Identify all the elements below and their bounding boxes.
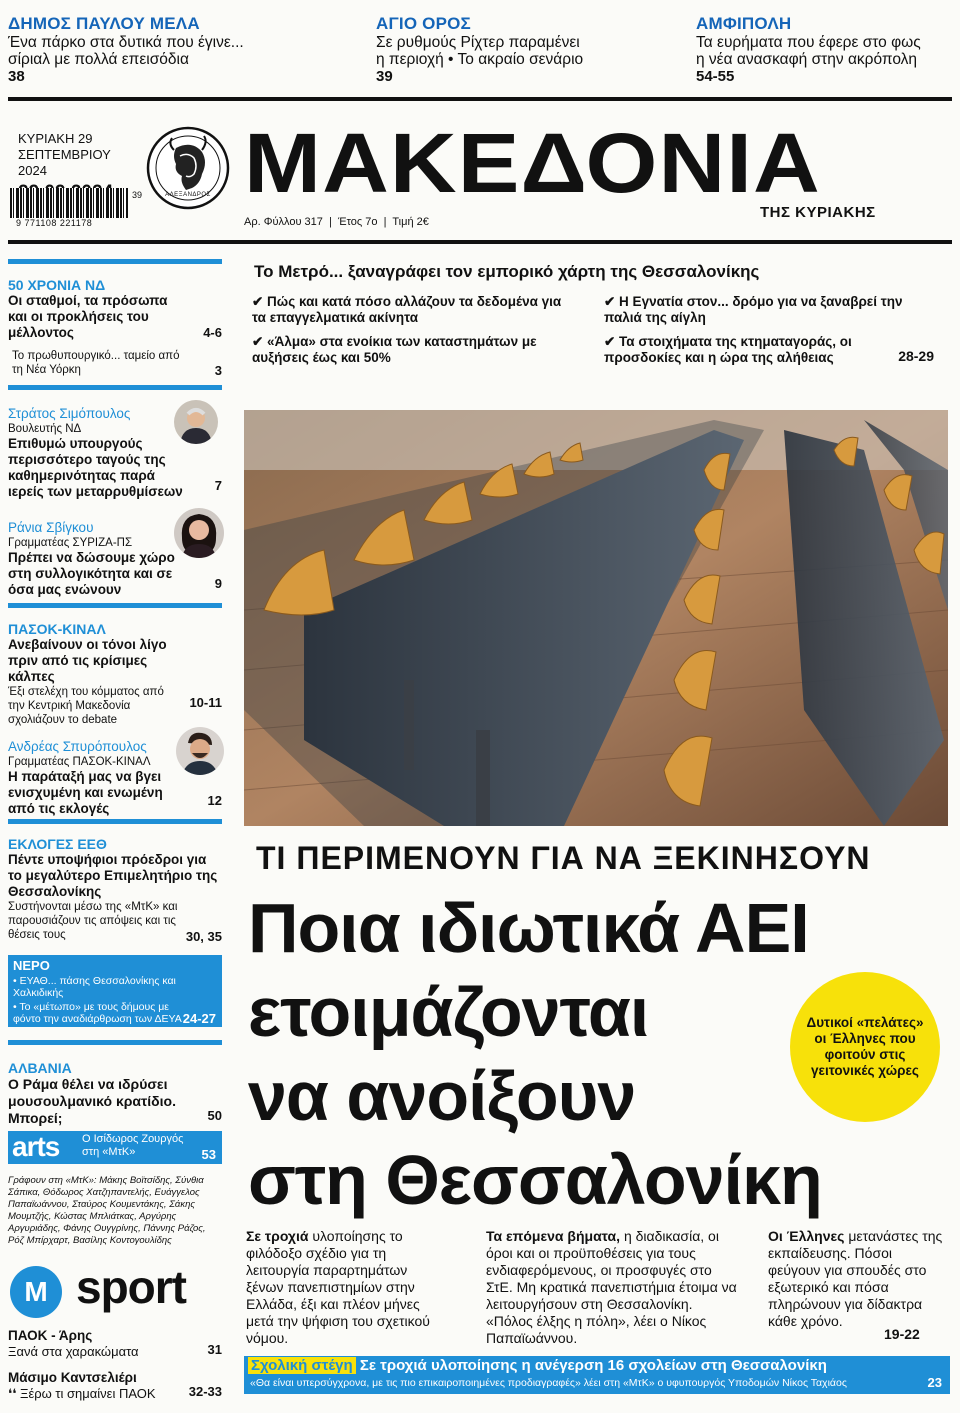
col3-lead: Οι Έλληνες [768,1228,845,1244]
sidebar-circle[interactable] [790,972,940,1122]
metro-headline: Το Μετρό... ξαναγράφει τον εμπορικό χάρτη της Θεσσαλονίκης [254,262,760,281]
pasok-sub: Έξι στελέχη του κόμματος από την Κεντρική Μακεδονία σχολιάζουν το debate [8,686,164,726]
bottom-headline: Σε τροχιά υλοποίησης η ανέγερση 16 σχολείων στη Θεσσαλονίκη [359,1357,827,1374]
sidebar-sport[interactable] [8,1262,224,1322]
sport-title: sport [76,1261,186,1313]
headline-line: ετοιμάζονται [248,973,649,1051]
lead-page: 19-22 [884,1326,920,1342]
metro-page: 28-29 [898,348,934,364]
nd-text: Οι σταθμοί, τα πρόσωπα και οι προκλήσεις του μέλλοντος [8,293,168,340]
top-divider [8,97,952,101]
arts-text: Ο Ισίδωρος Ζουργός στη «ΜτΚ» [82,1133,184,1158]
lead-kicker: ΤΙ ΠΕΡΙΜΕΝΟΥΝ ΓΙΑ ΝΑ ΞΕΚΙΝΗΣΟΥΝ [256,840,871,876]
teaser-line: η νέα ανασκαφή στην ακρόπολη [696,51,918,68]
pasok-heading: ΠΑΣΟΚ-ΚΙΝΑΛ [8,621,106,637]
lead-column-3[interactable] [768,1228,944,1330]
sport-badge [10,1266,62,1318]
lead-column-2[interactable] [486,1228,738,1347]
simopoulos-quote: Επιθυμώ υπουργούς περισσότερο ταγούς της καθημερινότητας παρά ιερείς των μεταρρυθμίσεων [8,436,183,499]
nero-heading: ΝΕΡΟ [13,958,50,973]
masthead-title: ΜΑΚΕΔΟΝΙΑ [244,116,821,210]
bottom-page: 23 [927,1375,942,1390]
spyropoulos-quote: Η παράταξή μας να βγει ενισχυμένη και ενωμένη από τις εκλογές [8,769,163,816]
teaser-line: η περιοχή • Το ακραίο σενάριο [376,51,584,68]
col1-text: υλοποίησης το φιλόδοξο σχέδιο για τη λειτουργία παραρτημάτων ξένων πανεπιστημίων στην Ελλάδα, έξι και πλέον μήνες μετά την ψήφιση του σχετικού νόμου. [246,1228,430,1346]
metro-bullet: ✔ Πώς και κατά πόσο αλλάζουν τα δεδομένα για τα επαγγελματικά ακίνητα [252,294,562,325]
sport-item-text: Ξέρω τι σημαίνει ΠΑΟΚ [20,1386,156,1401]
sport-item-page: 31 [207,1342,222,1357]
headline-line: στη Θεσσαλονίκη [248,1141,822,1219]
simopoulos-role: Βουλευτής ΝΔ [8,423,82,435]
svigkou-name: Ράνια Σβίγκου [8,520,94,535]
date-month: ΣΕΠΤΕΜΒΡΙΟΥ 2024 [18,147,111,178]
barcode-issue: 39 [132,190,143,200]
sport-item-text: Ξανά στα χαρακώματα [8,1344,139,1359]
simopoulos-page: 7 [214,478,222,493]
masthead-divider [8,240,952,244]
masthead-subtitle: ΤΗΣ ΚΥΡΙΑΚΗΣ [760,204,876,221]
headline-line: να ανοίξουν [248,1057,636,1135]
quote-icon: ❛❛ [8,1386,20,1401]
teaser-line: Ένα πάρκο στα δυτικά που έγινε... [8,34,244,51]
simopoulos-name: Στράτος Σιμόπουλος [8,406,131,421]
section-rule [8,819,222,824]
metro-story[interactable] [244,258,948,388]
teaser-heading: ΑΜΦΙΠΟΛΗ [696,14,792,33]
col3-text: μετανάστες της εκπαίδευσης. Πόσοι φεύγουν για σπουδές στο εξωτερικό και πόσα πληρώνουν για δίδακτρα κάθε χρόνο. [768,1228,943,1329]
arts-page: 53 [201,1147,216,1162]
svigkou-role: Γραμματέας ΣΥΡΙΖΑ-ΠΣ [8,537,133,549]
nd-sub: Το πρωθυπουργικό... ταμείο από τη Νέα Υόρκη [12,350,180,376]
headline-line: Ποια ιδιωτικά ΑΕΙ [248,889,809,967]
nero-page: 24-27 [182,1011,216,1026]
bottom-story[interactable] [244,1356,950,1394]
sport-item-title: ΠΑΟΚ - Άρης [8,1328,93,1343]
nero-line1: • ΕΥΑΘ... πάσης Θεσσαλονίκης και Χαλκιδικής [13,975,176,999]
barcode-number: 9 771108 221178 [16,218,93,228]
sidebar-nero[interactable] [8,955,222,1027]
nd-sub-page: 3 [214,363,222,378]
metro-bullet: ✔ Η Εγνατία στον... δρόμο για να ξαναβρεί την παλιά της αίγλη [604,294,903,325]
col2-text: η διαδικασία, οι όροι και οι προϋποθέσεις για τους ενδιαφερόμενους, οι προσφυγές στο ΣτΕ. Μη κρατικά πανεπιστήμια έτοιμα να λειτουργήσουν στη Θεσσαλονίκη. «Πόλος έλξης η πόλη», λέει ο Νίκος Παπαϊωάννου. [486,1228,737,1346]
barcode [8,188,148,228]
sport-item-2[interactable] [8,1370,222,1404]
eeth-text: Πέντε υποψήφιοι πρόεδροι για το μεγαλύτερο Επιμελητήριο της Θεσσαλονίκης [8,852,218,899]
spyropoulos-role: Γραμματέας ΠΑΣΟΚ-ΚΙΝΑΛ [8,756,151,768]
logo-text: ΑΛΕΞΑΝΔΡΟΣ [165,192,211,198]
sidebar-spyropoulos[interactable] [8,739,222,816]
eeth-heading: ΕΚΛΟΓΕΣ ΕΕΘ [8,836,107,852]
teaser-page: 38 [8,68,25,85]
circle-text: Δυτικοί «πελάτες» οι Έλληνες που φοιτούν στις γειτονικές χώρες [806,1015,924,1078]
eeth-sub: Συστήνονται μέσω της «ΜτΚ» και παρουσιάζουν τις απόψεις και τις θέσεις τους [8,901,178,941]
teaser-page: 54-55 [696,68,735,85]
pasok-text: Ανεβαίνουν οι τόνοι λίγο πριν από τις κρίσιμες κάλπες [8,637,167,684]
teaser-line: σίριαλ με πολλά επεισόδια [8,51,189,68]
spyropoulos-page: 12 [207,793,222,808]
nd-page: 4-6 [203,325,222,340]
simopoulos-avatar [174,400,218,444]
spyropoulos-avatar [176,727,224,775]
lead-photo[interactable] [244,410,948,826]
nero-line2: • Το «μέτωπο» με τους δήμους με φόντο την αναδιάρθρωση των ΔΕΥΑ [13,1001,182,1025]
eeth-page: 30, 35 [185,929,222,944]
teaser-page: 39 [376,68,393,85]
sidebar-nd[interactable] [8,277,222,377]
svigkou-avatar [174,508,224,558]
albania-text: Ο Ράμα θέλει να ιδρύσει μουσουλμανικό κρατίδιο. Μπορεί; [8,1076,176,1126]
svigkou-quote: Πρέπει να δώσουμε χώρο στη συλλογικότητα και σε όσα μας ενώνουν [8,550,175,597]
bottom-tag: Σχολική στέγη [248,1357,356,1374]
sport-item-page: 32-33 [188,1384,222,1399]
sport-item-1[interactable] [8,1328,222,1360]
spyropoulos-name: Ανδρέας Σπυρόπουλος [8,739,147,754]
writers-credit: Γράφουν στη «ΜτΚ»: Μάκης Βοϊτσίδης, Σύνθια Σάπικα, Θόδωρος Χατζηπαντελής, Ευάγγελος Παπαϊωάννου, Σταύρος Κουμεντάκης, Σάκης Μουμτζής, Κώστας Μπλιάτκας, Αργύρης Αργυριάδης, Φάνης Ουγγρίνης, Πάννης Ράζος, Ρόζ Μπίρχαρτ, Βασίλης Κοντογουλίδης [8,1175,206,1246]
svigkou-page: 9 [214,576,222,591]
col1-lead: Σε τροχιά [246,1228,309,1244]
sport-item-title: Μάσιμο Καντσελιέρι [8,1370,137,1385]
teaser-heading: ΔΗΜΟΣ ΠΑΥΛΟΥ ΜΕΛΑ [8,14,200,33]
sidebar-pasok[interactable] [8,621,222,726]
arts-logo: arts [12,1131,60,1162]
pasok-page: 10-11 [189,695,222,710]
teaser-heading: ΑΓΙΟ ΟΡΟΣ [376,14,471,33]
sidebar-arts[interactable] [8,1131,222,1164]
top-teaser-2[interactable] [376,14,646,85]
teaser-line: Τα ευρήματα που έφερε στο φως [696,34,921,51]
sidebar-svigkou[interactable] [8,520,222,597]
sidebar-eeth[interactable] [8,836,222,944]
albania-page: 50 [207,1108,222,1123]
sport-badge-letter: M [24,1276,48,1307]
teaser-line: Σε ρυθμούς Ρίχτερ παραμένει [376,34,580,51]
section-rule [8,259,222,264]
section-rule [8,1040,222,1045]
nd-heading: 50 ΧΡΟΝΙΑ ΝΔ [8,277,106,293]
sidebar-albania[interactable] [8,1060,222,1128]
metro-bullet: ✔ Τα στοιχήματα της κτηματαγοράς, οι προσδοκίες και η ώρα της αλήθειας [604,334,852,365]
sidebar-simopoulos[interactable] [8,406,222,499]
col2-lead: Τα επόμενα βήματα, [486,1228,621,1244]
section-rule [8,603,222,608]
lecture-hall-seats-image [244,410,948,826]
issue-info: Αρ. Φύλλου 317 | Έτος 7ο | Τιμή 2€ [244,216,429,228]
albania-heading: ΑΛΒΑΝΙΑ [8,1060,72,1076]
newspaper-logo [146,126,230,210]
top-teaser-3[interactable] [696,14,956,85]
date-day: ΚΥΡΙΑΚΗ 29 [18,131,93,146]
lead-column-1[interactable] [246,1228,436,1347]
bottom-quote: «Θα είναι υπερσύγχρονα, με τις πιο επικαιροποιημένες προδιαγραφές» λέει στη «ΜτΚ» ο υφυπουργός Υποδομών Νίκος Ταχιάος [250,1377,847,1389]
metro-bullet: ✔ «Άλμα» στα ενοίκια των καταστημάτων με αυξήσεις έως και 50% [252,334,537,365]
top-teaser-1[interactable] [8,14,288,85]
section-rule [8,385,222,390]
